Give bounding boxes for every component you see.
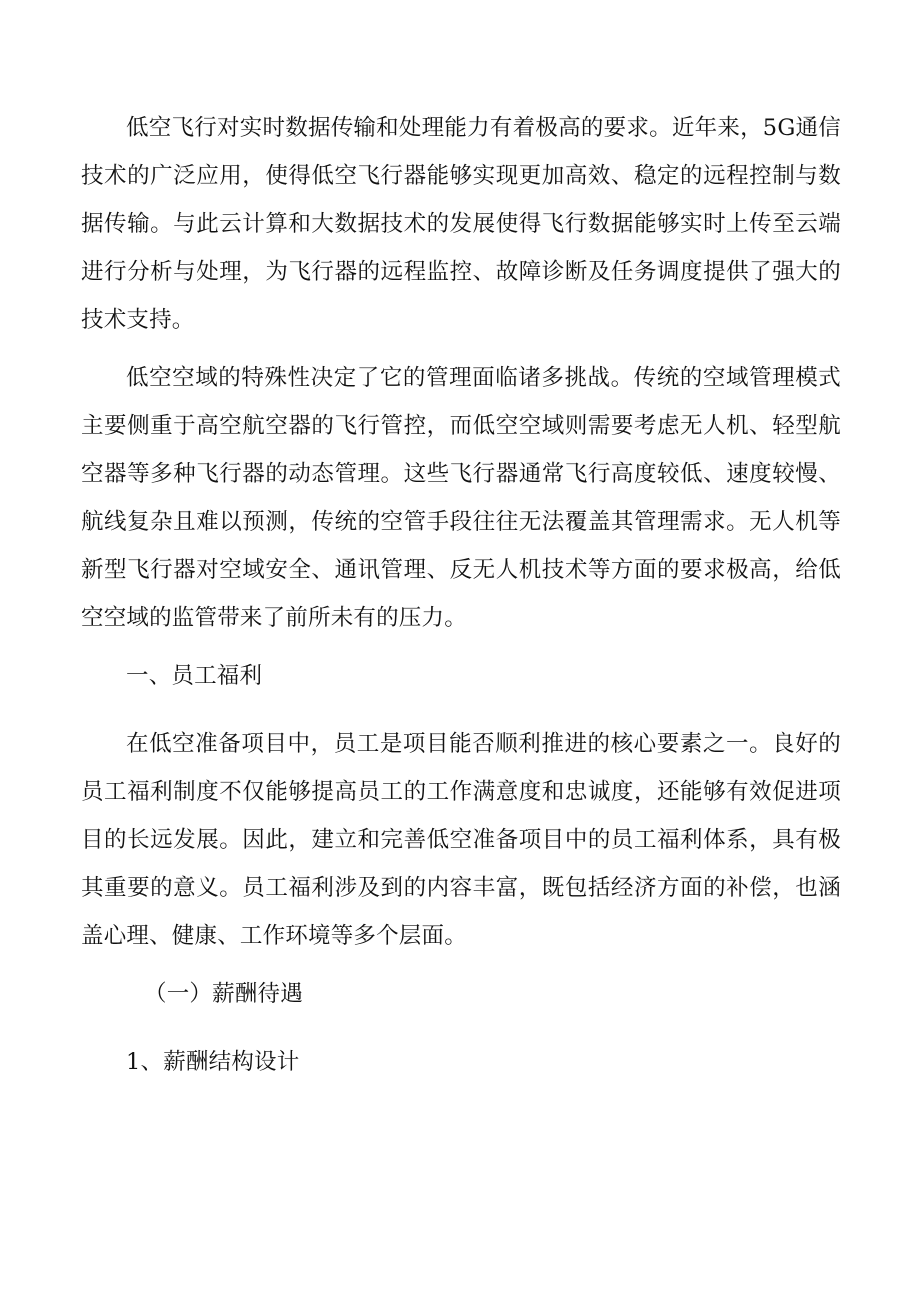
document-body [81,104,841,1106]
paragraph-low-altitude-data: 低空飞行对实时数据传输和处理能力有着极高的要求。近年来，5G通信技术的广泛应用，使得低空飞行器能够实现更加高效、稳定的远程控制与数据传输。与此云计算和大数据技术的发展使得飞行数据能够实时上传至云端进行分析与处理，为飞行器的远程监控、故障诊断及任务调度提供了强大的技术支持。 [81,115,841,333]
subsubsection-heading-salary-structure: 1、薪酬结构设计 [126,1049,300,1075]
paragraph-airspace-management: 低空空域的特殊性决定了它的管理面临诸多挑战。传统的空域管理模式主要侧重于高空航空器的飞行管控，而低空空域则需要考虑无人机、轻型航空器等多种飞行器的动态管理。这些飞行器通常飞行高度较低、速度较慢、航线复杂且难以预测，传统的空管手段往往无法覆盖其管理需求。无人机等新型飞行器对空域安全、通讯管理、反无人机技术等方面的要求极高，给低空空域的监管带来了前所未有的压力。 [81,365,841,631]
subsection-heading-salary: （一）薪酬待遇 [144,981,303,1007]
section-heading-employee-benefits: 一、员工福利 [126,663,263,689]
paragraph-employee-benefits: 在低空准备项目中，员工是项目能否顺利推进的核心要素之一。良好的员工福利制度不仅能够提高员工的工作满意度和忠诚度，还能够有效促进项目的长远发展。因此，建立和完善低空准备项目中的员工福利体系，具有极其重要的意义。员工福利涉及到的内容丰富，既包括经济方面的补偿，也涵盖心理、健康、工作环境等多个层面。 [81,731,841,949]
